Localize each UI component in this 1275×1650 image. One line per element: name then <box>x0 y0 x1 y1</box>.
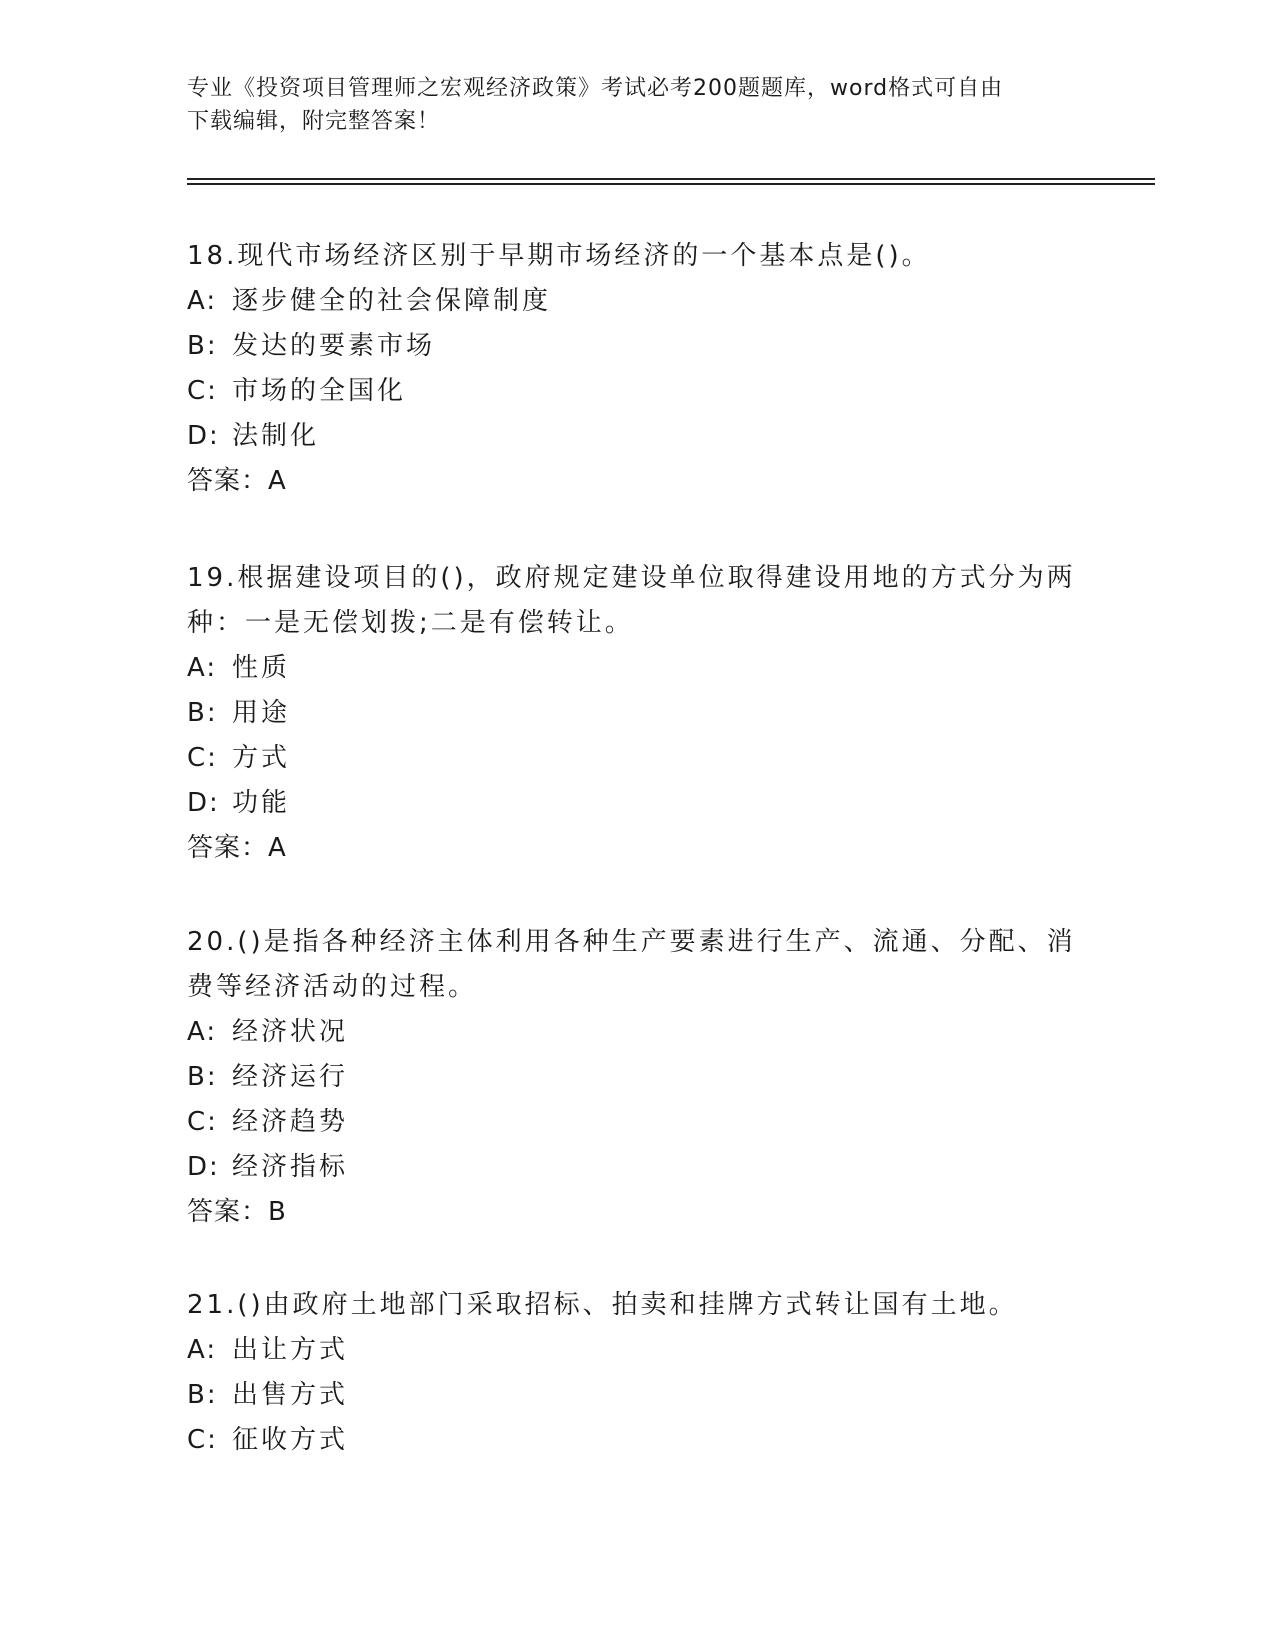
option-text: 逐步健全的社会保障制度 <box>232 286 552 316</box>
answer: 答案：B <box>187 1197 287 1227</box>
option-text: 征收方式 <box>232 1425 349 1455</box>
header-line-1: 专业《投资项目管理师之宏观经济政策》考试必考200题题库，word格式可自由 <box>187 76 1004 101</box>
answer: 答案：A <box>187 833 287 863</box>
option-letter: C: <box>187 1107 218 1137</box>
question-18 <box>187 234 1087 504</box>
question-stem-line-1: 19.根据建设项目的()，政府规定建设单位取得建设用地的方式分为两 <box>187 563 1076 593</box>
header-line-2: 下载编辑，附完整答案！ <box>187 109 441 134</box>
option-d <box>187 1145 1087 1190</box>
option-letter: B: <box>187 698 218 728</box>
option-d <box>187 414 1087 459</box>
option-letter: C: <box>187 743 218 773</box>
option-text: 出售方式 <box>232 1380 349 1410</box>
option-text: 经济指标 <box>232 1152 349 1182</box>
option-text: 出让方式 <box>232 1335 349 1365</box>
option-b <box>187 1055 1087 1100</box>
option-a <box>187 279 1087 324</box>
option-text: 功能 <box>232 788 291 818</box>
option-text: 发达的要素市场 <box>232 331 436 361</box>
option-text: 法制化 <box>232 421 320 451</box>
option-text: 经济运行 <box>232 1062 349 1092</box>
option-letter: A: <box>187 286 218 316</box>
option-a <box>187 1328 1087 1373</box>
question-stem-line-2: 种：一是无偿划拨;二是有偿转让。 <box>187 608 634 638</box>
option-letter: C: <box>187 1425 218 1455</box>
option-text: 性质 <box>232 653 291 683</box>
option-b <box>187 324 1087 369</box>
question-19 <box>187 556 1087 871</box>
question-21 <box>187 1283 1087 1463</box>
option-d <box>187 781 1087 826</box>
option-text: 用途 <box>232 698 291 728</box>
option-text: 市场的全国化 <box>232 376 407 406</box>
question-stem: 18.现代市场经济区别于早期市场经济的一个基本点是()。 <box>187 241 931 271</box>
option-b <box>187 691 1087 736</box>
option-text: 经济状况 <box>232 1017 349 1047</box>
question-stem-line-1: 20.()是指各种经济主体利用各种生产要素进行生产、流通、分配、消 <box>187 927 1076 957</box>
option-text: 经济趋势 <box>232 1107 349 1137</box>
option-letter: A: <box>187 1335 218 1365</box>
option-b <box>187 1373 1087 1418</box>
option-letter: A: <box>187 1017 218 1047</box>
option-c <box>187 369 1087 414</box>
question-20 <box>187 920 1087 1235</box>
document-header <box>187 72 1077 138</box>
option-letter: B: <box>187 1380 218 1410</box>
option-c <box>187 1100 1087 1145</box>
option-letter: D: <box>187 421 220 451</box>
option-a <box>187 1010 1087 1055</box>
header-divider-top <box>187 178 1155 180</box>
option-text: 方式 <box>232 743 291 773</box>
question-stem-line-2: 费等经济活动的过程。 <box>187 972 478 1002</box>
option-letter: B: <box>187 1062 218 1092</box>
option-c <box>187 1418 1087 1463</box>
header-divider-bottom <box>187 183 1155 185</box>
option-c <box>187 736 1087 781</box>
option-letter: B: <box>187 331 218 361</box>
option-letter: D: <box>187 788 220 818</box>
option-a <box>187 646 1087 691</box>
answer: 答案：A <box>187 466 287 496</box>
question-stem: 21.()由政府土地部门采取招标、拍卖和挂牌方式转让国有土地。 <box>187 1290 1018 1320</box>
option-letter: D: <box>187 1152 220 1182</box>
option-letter: C: <box>187 376 218 406</box>
option-letter: A: <box>187 653 218 683</box>
